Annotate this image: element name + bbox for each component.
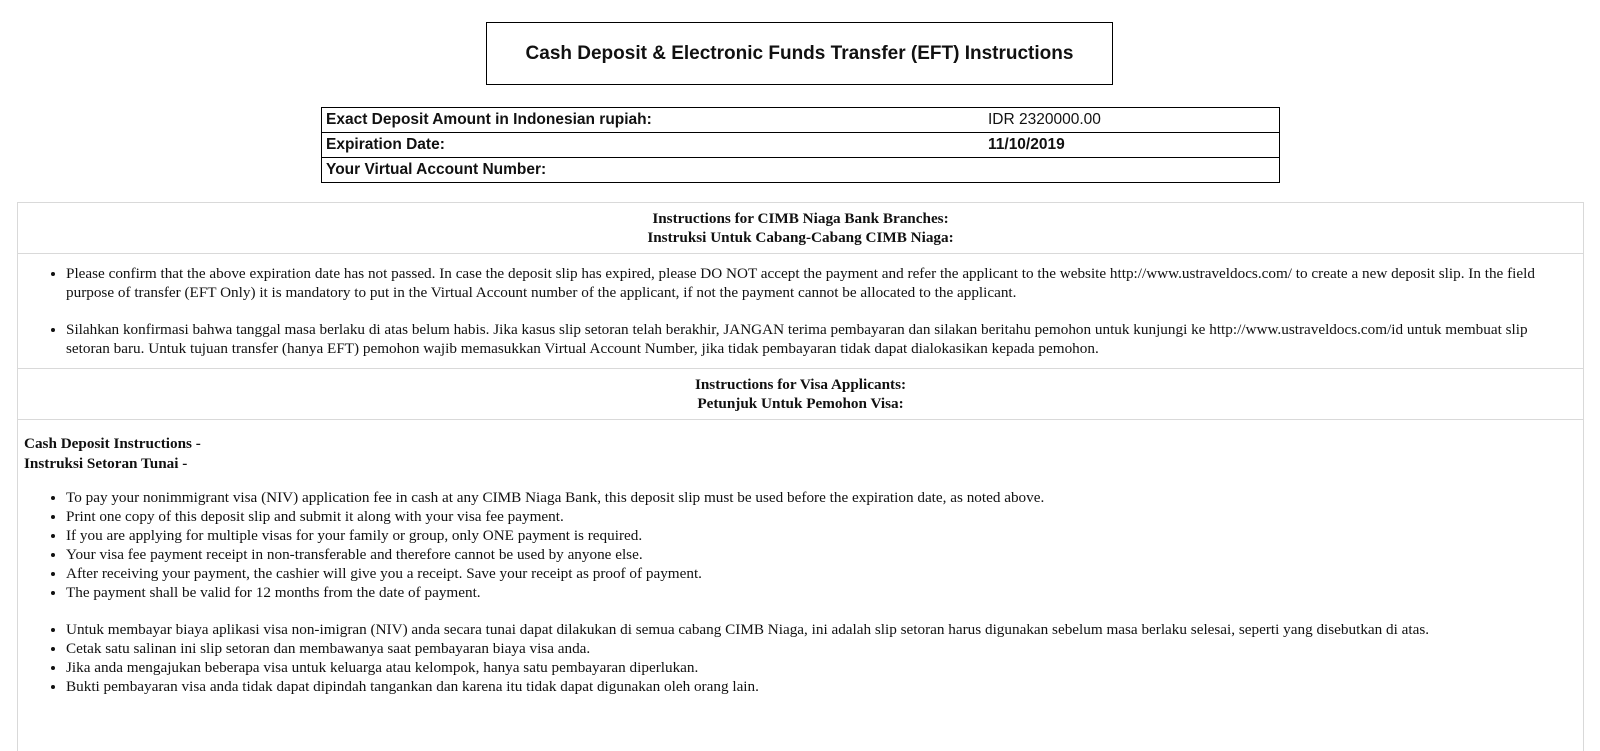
list-item: • The payment shall be valid for 12 months from the date of payment. <box>66 583 1569 602</box>
account-row <box>322 158 1280 183</box>
list-item: • Your visa fee payment receipt in non-transferable and therefore cannot be used by anyone else. <box>66 545 1569 564</box>
expiration-row <box>322 133 1280 158</box>
visa-heading-en: Instructions for Visa Applicants: <box>694 376 907 393</box>
account-value <box>982 158 1280 183</box>
visa-instructions-list-en <box>18 488 1583 602</box>
list-item: • Cetak satu salinan ini slip setoran dan membawanya saat pembayaran biaya visa anda. <box>66 639 1569 658</box>
account-label: Your Virtual Account Number: <box>322 158 983 183</box>
cash-title-id: Instruksi Setoran Tunai - <box>24 455 188 472</box>
bank-heading-id: Instruksi Untuk Cabang-Cabang CIMB Niaga: <box>647 229 954 246</box>
amount-value: IDR 2320000.00 <box>982 108 1280 133</box>
bank-heading-en: Instructions for CIMB Niaga Bank Branches: <box>652 210 949 227</box>
list-item: • If you are applying for multiple visas for your family or group, only ONE payment is required. <box>66 526 1569 545</box>
instructions-panel <box>17 202 1584 751</box>
amount-label: Exact Deposit Amount in Indonesian rupiah: <box>322 108 983 133</box>
visa-instructions-list-id <box>18 620 1583 696</box>
list-item: • To pay your nonimmigrant visa (NIV) application fee in cash at any CIMB Niaga Bank, this deposit slip must be used before the expiration date, as noted above. <box>66 488 1569 507</box>
expiration-value: 11/10/2019 <box>982 133 1280 158</box>
list-item: • Untuk membayar biaya aplikasi visa non-imigran (NIV) anda secara tunai dapat dilakukan di semua cabang CIMB Niaga, ini adalah slip setoran harus digunakan sebelum masa berlaku selesai, seperti yang disebutkan di atas. <box>66 620 1569 639</box>
visa-heading-id: Petunjuk Untuk Pemohon Visa: <box>697 395 904 412</box>
expiration-label: Expiration Date: <box>322 133 983 158</box>
bank-section-heading <box>18 203 1583 254</box>
list-item: • After receiving your payment, the cashier will give you a receipt. Save your receipt as proof of payment. <box>66 564 1569 583</box>
deposit-info-table <box>321 107 1280 183</box>
list-item: • Print one copy of this deposit slip and submit it along with your visa fee payment. <box>66 507 1569 526</box>
bank-instructions-list <box>18 264 1583 358</box>
cash-deposit-title <box>18 434 1583 474</box>
list-item: • Please confirm that the above expiration date has not passed. In case the deposit slip has expired, please DO NOT accept the payment and refer the applicant to the website http://www.ustraveldocs.com/ to create a new deposit slip. In the field purpose of transfer (EFT Only) it is mandatory to put in the Virtual Account number of the applicant, if not the payment cannot be allocated to the applicant. <box>66 264 1569 302</box>
cash-title-en: Cash Deposit Instructions - <box>24 435 201 452</box>
list-item: • Jika anda mengajukan beberapa visa untuk keluarga atau kelompok, hanya satu pembayaran diperlukan. <box>66 658 1569 677</box>
visa-section-body <box>18 434 1583 696</box>
list-item: • Silahkan konfirmasi bahwa tanggal masa berlaku di atas belum habis. Jika kasus slip setoran telah berakhir, JANGAN terima pembayaran dan silakan beritahu pemohon untuk kunjungi ke http://www.ustraveldocs.com/id untuk membuat slip setoran baru. Untuk tujuan transfer (hanya EFT) pemohon wajib memasukkan Virtual Account Number, jika tidak pembayaran tidak dapat dialokasikan kepada pemohon. <box>66 320 1569 358</box>
bank-section-body <box>18 254 1583 369</box>
visa-section-heading <box>18 369 1583 420</box>
page-title: Cash Deposit & Electronic Funds Transfer (EFT) Instructions <box>486 22 1113 85</box>
list-item: • Bukti pembayaran visa anda tidak dapat dipindah tangankan dan karena itu tidak dapat digunakan oleh orang lain. <box>66 677 1569 696</box>
amount-row <box>322 108 1280 133</box>
